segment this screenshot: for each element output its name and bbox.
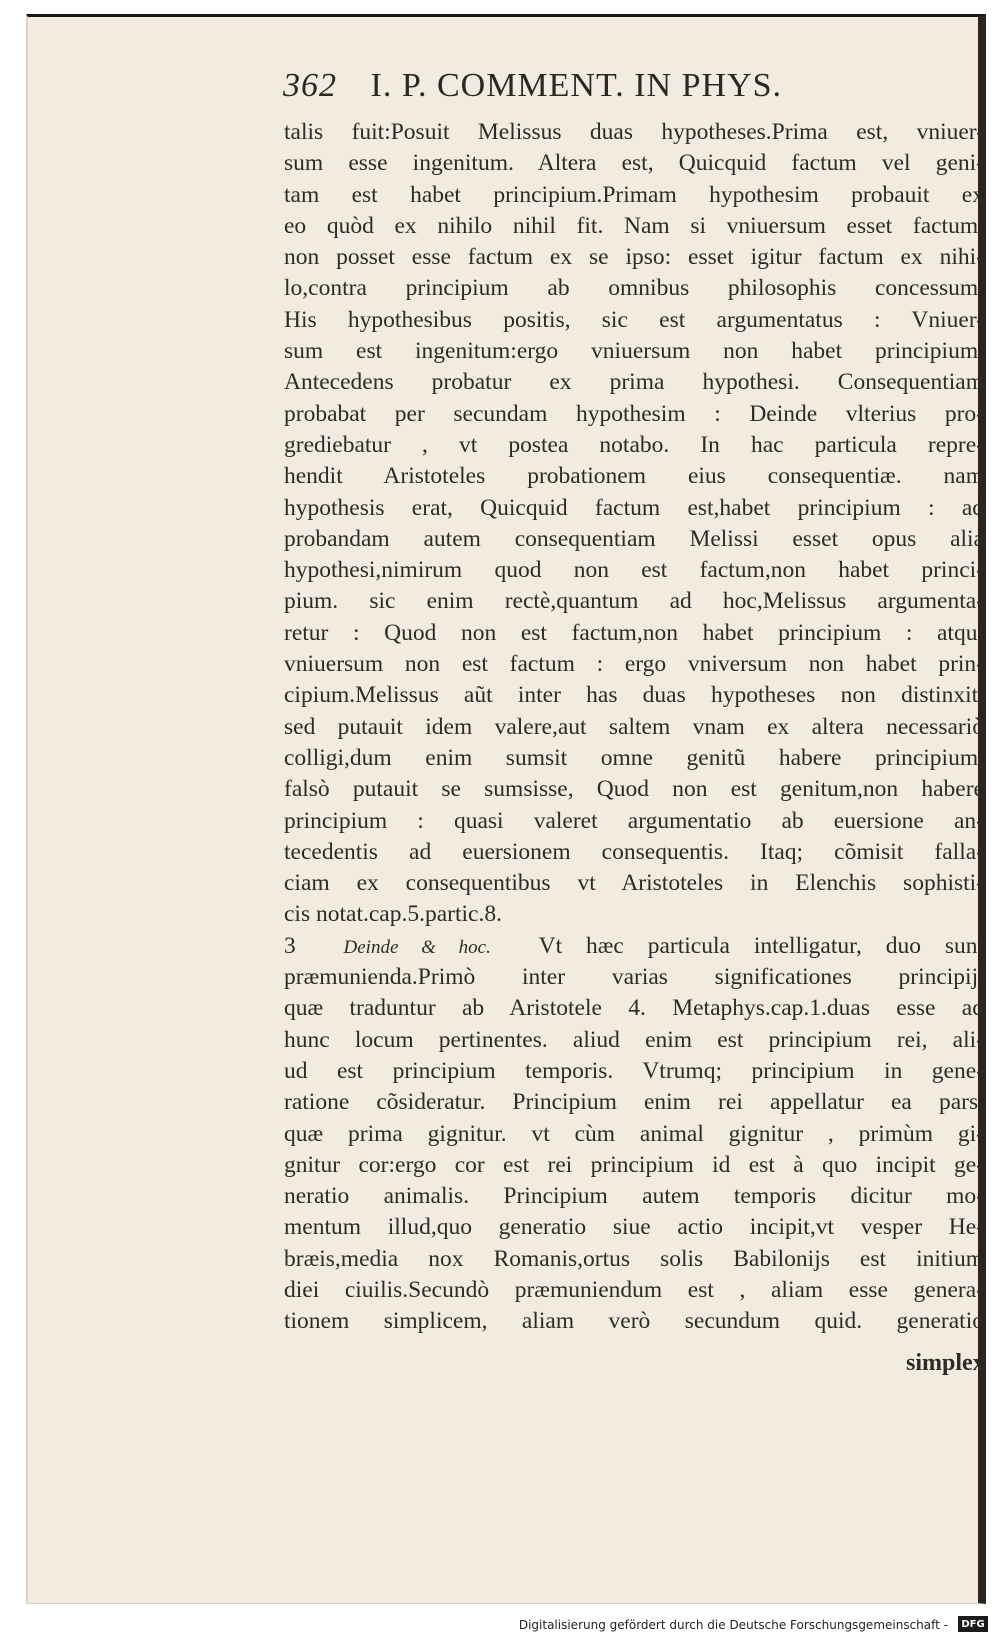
text-line: hunc locum pertinentes. aliud enim est principium rei, ali- xyxy=(284,1026,984,1053)
text-line: quæ prima gignitur. vt cùm animal gignitur , primùm gi- xyxy=(284,1120,984,1147)
text-line: præmunienda.Primò inter varias significationes principij, xyxy=(284,964,984,991)
text-line: grediebatur , vt postea notabo. In hac particula repre- xyxy=(284,431,984,458)
text-line: lo,contra principium ab omnibus philosophis concessum. xyxy=(284,275,984,302)
text-line: tionem simplicem, aliam verò secundum quid. generatio xyxy=(284,1308,984,1335)
text-line: bræis,media nox Romanis,ortus solis Babilonijs est initium xyxy=(284,1245,984,1272)
text-line: colligi,dum enim sumsit omne genitũ habere principium, xyxy=(284,744,984,771)
text-line: tam est habet principium.Primam hypothesim probauit ex xyxy=(284,181,984,208)
text-line: sum est ingenitum:ergo vniuersum non habet principium. xyxy=(284,338,984,365)
text-line: probabat per secundam hypothesim : Deinde vlterius pro- xyxy=(284,400,984,427)
text-line: talis fuit:Posuit Melissus duas hypotheses.Prima est, vniuer- xyxy=(284,119,984,145)
text-line: diei ciuilis.Secundò præmuniendum est , aliam esse genera- xyxy=(284,1276,984,1303)
text-line: sed putauit idem valere,aut saltem vnam ex altera necessariò xyxy=(284,713,984,740)
funding-credit: Digitalisierung gefördert durch die Deutsche Forschungsgemeinschaft - xyxy=(518,1618,948,1632)
paragraph-start-line xyxy=(284,931,984,962)
text-line: principium : quasi valeret argumentatio ab euersione an- xyxy=(284,807,984,834)
text-line: cis notat.cap.5.partic.8. xyxy=(284,901,502,928)
text-line: gnitur cor:ergo cor est rei principium id est à quo incipit ge- xyxy=(284,1151,984,1178)
text-line: hypothesis erat, Quicquid factum est,habet principium : ad xyxy=(284,494,984,521)
text-line: retur : Quod non est factum,non habet principium : atqui xyxy=(284,619,984,646)
text-line: cipium.Melissus aũt inter has duas hypotheses non distinxit, xyxy=(284,682,984,709)
text-line: vniuersum non est factum : ergo vniversum non habet prin- xyxy=(284,651,984,678)
text-line: ciam ex consequentibus vt Aristoteles in Elenchis sophisti- xyxy=(284,870,984,897)
text-line: hypothesi,nimirum quod non est factum,non habet princi- xyxy=(284,557,984,584)
lemma: Deinde & hoc. xyxy=(343,936,491,958)
text-line: probandam autem consequentiam Melissi esset opus alia xyxy=(284,525,984,552)
text-line: falsò putauit se sumsisse, Quod non est genitum,non habere xyxy=(284,776,984,803)
text-line: non posset esse factum ex se ipso: esset igitur factum ex nihi- xyxy=(284,244,984,271)
text-line: Vt hæc particula intelligatur, duo sunt xyxy=(538,932,984,959)
text-line: tecedentis ad euersionem consequentis. Itaq; cõmisit falla- xyxy=(284,838,984,865)
text-line: hendit Aristoteles probationem eius consequentiæ. nam xyxy=(284,463,984,490)
text-line: His hypothesibus positis, sic est argumentatus : Vniuer- xyxy=(284,306,984,333)
text-line: quæ traduntur ab Aristotele 4. Metaphys.cap.1.duas esse ad xyxy=(284,995,984,1022)
running-title: I. P. COMMENT. IN PHYS. xyxy=(370,67,783,104)
text-line: ratione cõsideratur. Principium enim rei appellatur ea pars, xyxy=(284,1089,984,1116)
running-head xyxy=(283,67,983,105)
footer-bar xyxy=(0,1610,1000,1638)
text-line: eo quòd ex nihilo nihil fit. Nam si vniuersum esset factum, xyxy=(284,212,984,239)
text-line: neratio animalis. Principium autem temporis dicitur mo- xyxy=(284,1183,984,1210)
text-line: pium. sic enim rectè,quantum ad hoc,Melissus argumenta- xyxy=(284,588,984,615)
catchword: simplex xyxy=(906,1350,985,1376)
book-page xyxy=(26,14,986,1604)
dfg-logo-icon: DFG xyxy=(958,1616,988,1632)
text-line: ud est principium temporis. Vtrumq; principium in gene- xyxy=(284,1057,984,1084)
page-number: 362 xyxy=(283,67,337,104)
text-line: sum esse ingenitum. Altera est, Quicquid factum vel geni- xyxy=(284,150,984,177)
text-line: Antecedens probatur ex prima hypothesi. Consequentiam xyxy=(284,369,984,396)
paragraph-number: 3 xyxy=(284,932,296,959)
text-block xyxy=(284,117,984,1338)
text-line: mentum illud,quo generatio siue actio incipit,vt vesper He- xyxy=(284,1214,984,1241)
